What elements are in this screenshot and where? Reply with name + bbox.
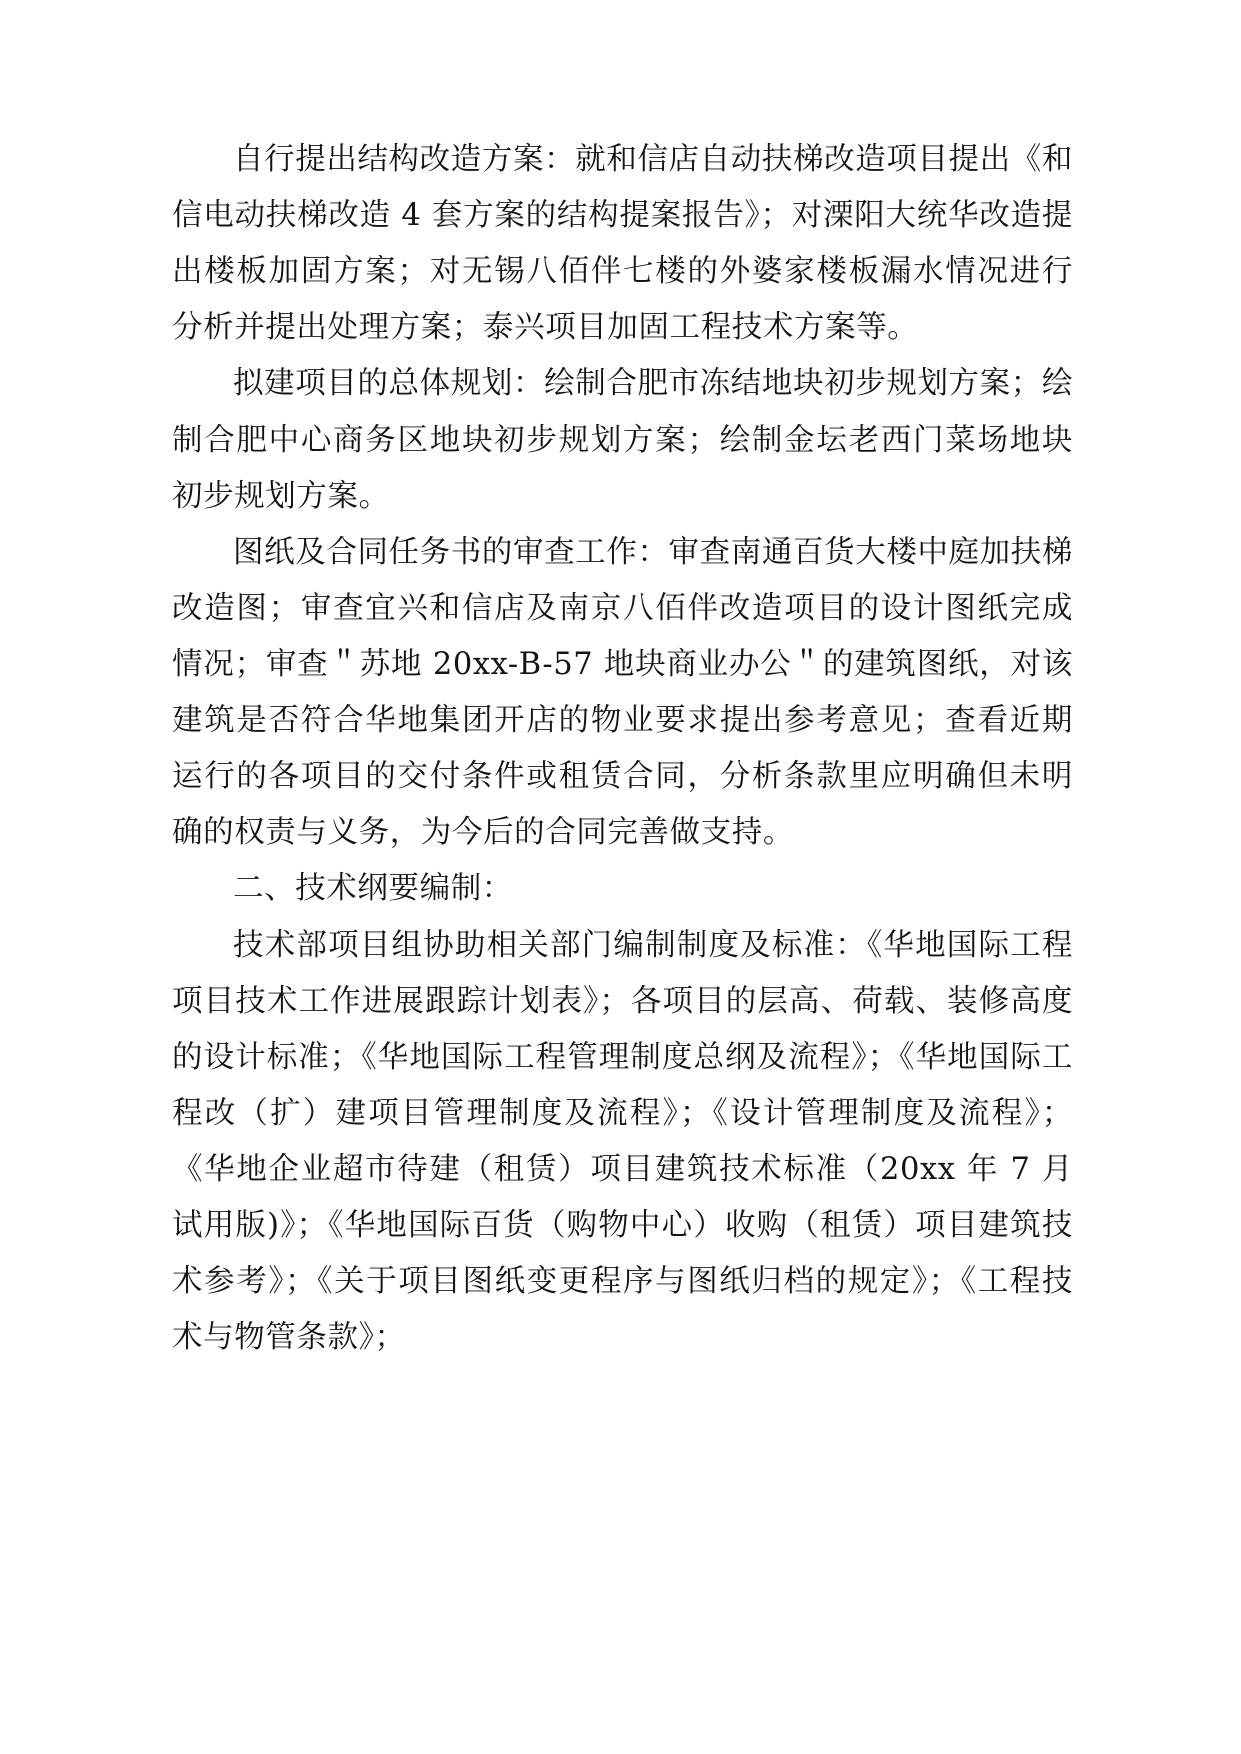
paragraph-overall-planning: 拟建项目的总体规划：绘制合肥市冻结地块初步规划方案；绘制合肥中心商务区地块初步规划方案；绘制金坛老西门菜场地块初步规划方案。 xyxy=(172,366,1073,514)
paragraph-standards-compilation: 技术部项目组协助相关部门编制制度及标准：《华地国际工程项目技术工作进展跟踪计划表》；各项目的层高、荷载、装修高度的设计标准；《华地国际工程管理制度总纲及流程》；《华地国际工程改（扩）建项目管理制度及流程》；《设计管理制度及流程》；《华地企业超市待建（租赁）项目建筑技术标准（20xx 年 7 月试用版)》；《华地国际百货（购物中心）收购（租赁）项目建筑技术参考》；《关于项目图纸变更程序与图纸归档的规定》；《工程技术与物管条款》； xyxy=(172,927,1073,1356)
paragraph-structural-proposals: 自行提出结构改造方案：就和信店自动扶梯改造项目提出《和信电动扶梯改造 4 套方案的结构提案报告》；对溧阳大统华改造提出楼板加固方案；对无锡八佰伴七楼的外婆家楼板漏水情况进行分析并提出处理方案；泰兴项目加固工程技术方案等。 xyxy=(172,142,1073,346)
document-body xyxy=(172,132,1073,1366)
paragraph-drawing-review: 图纸及合同任务书的审查工作：审查南通百货大楼中庭加扶梯改造图；审查宜兴和信店及南京八佰伴改造项目的设计图纸完成情况；审查＂苏地 20xx-B-57 地块商业办公＂的建筑图纸，对该建筑是否符合华地集团开店的物业要求提出参考意见；查看近期运行的各项目的交付条件或租赁合同，分析条款里应明确但未明确的权责与义务，为今后的合同完善做支持。 xyxy=(172,534,1073,851)
paragraph-section-heading: 二、技术纲要编制： xyxy=(233,871,513,907)
